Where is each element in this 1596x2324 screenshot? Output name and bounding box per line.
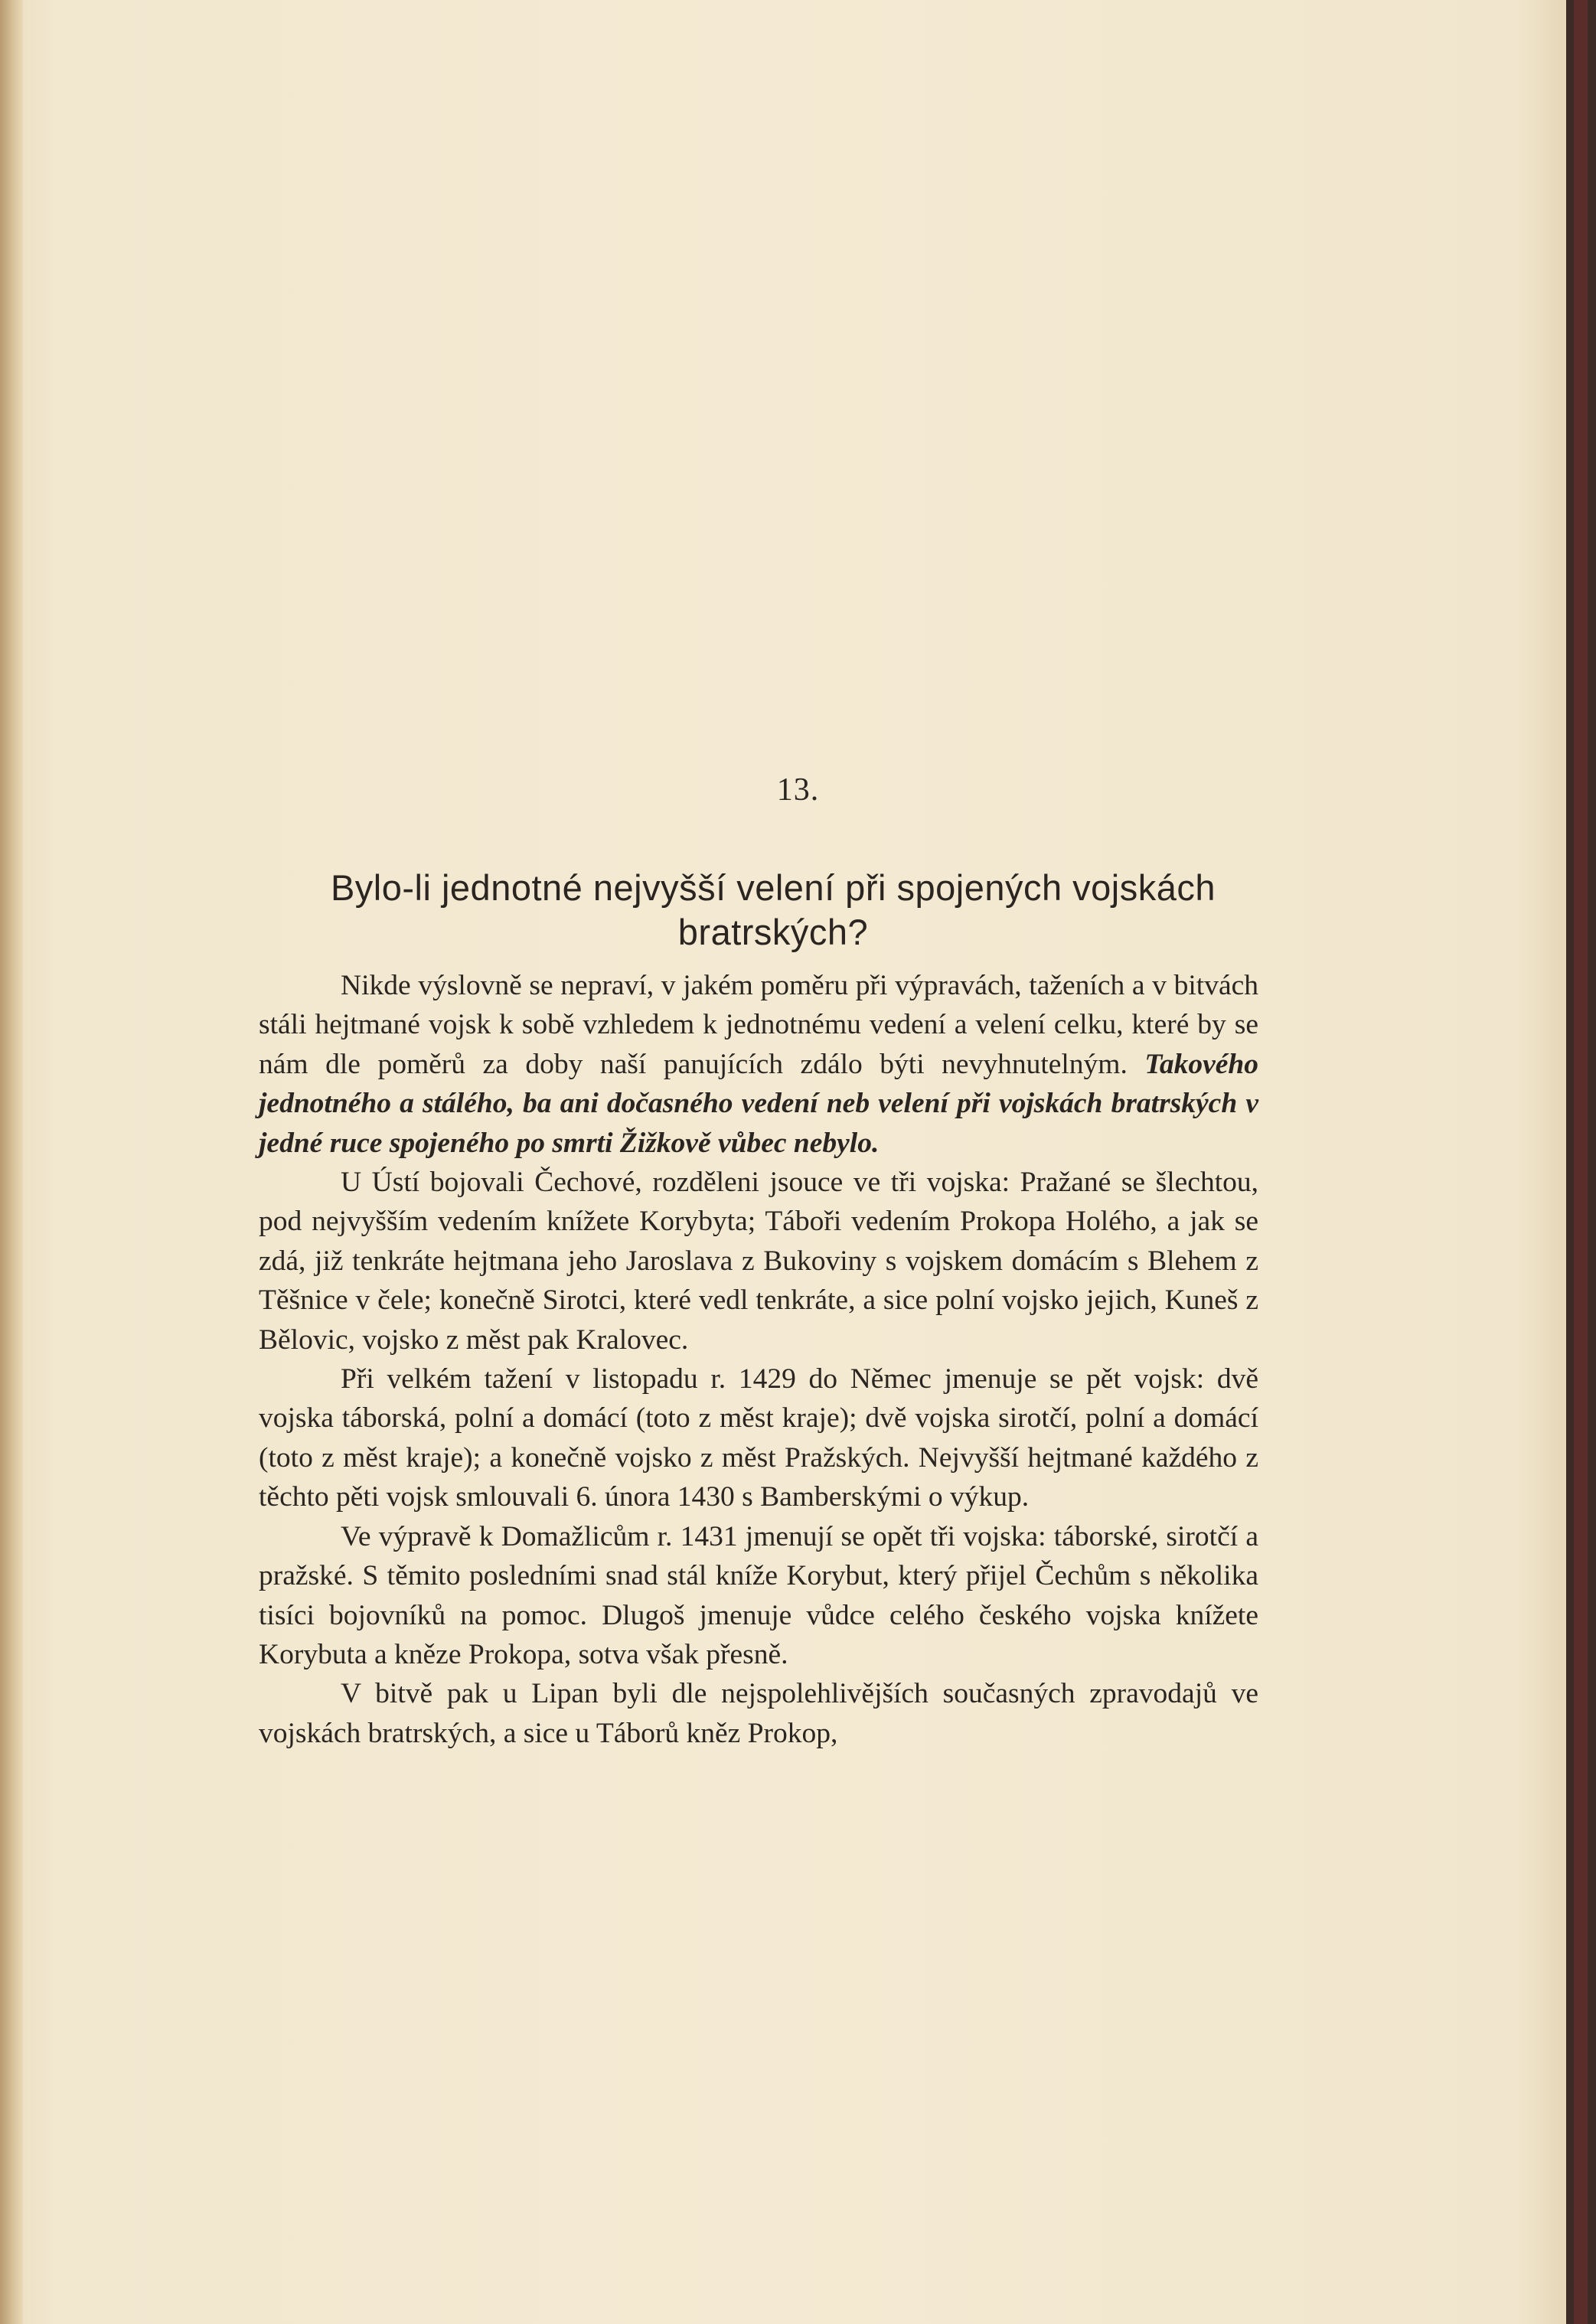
paragraph [259,1163,1258,1359]
paragraph-text: Při velkém tažení v listopadu r. 1429 do Němec jmenuje se pět vojsk: dvě vojska táborská, polní a domácí (toto z měst kraje); dvě vojska sirotčí, polní a domácí (toto z měst kraje); a konečně vojsko z měst Pražských. Nejvyšší hejtmané každého z těchto pěti vojsk smlouvali 6. února 1430 s Bamberskými o výkup. [259,1363,1258,1513]
paragraph-emphasis: Takového jednotného a stálého, ba ani dočasného vedení neb velení při vojskách bratrských v jedné ruce spojeného po smrti Žižkově vůbec nebylo. [259,1048,1259,1159]
paragraph-text: Ve výpravě k Domažlicům r. 1431 jmenují se opět tři vojska: táborské, sirotčí a pražské. S těmito posledními snad stál kníže Korybut, který přijel Čechům s několika tisíci bojovníků na pomoc. Dlugoš jmenuje vůdce celého českého vojska knížete Korybuta a kněze Prokopa, sotva však přesně. [259,1520,1258,1670]
paragraph [259,966,1258,1163]
section-title: Bylo-li jednotné nejvyšší velení při spojených vojskách bratrských? [330,867,1216,953]
paragraph [259,1359,1258,1517]
page-right-border-inner [1574,0,1588,2324]
paragraph-text: V bitvě pak u Lipan byli dle nejspolehlivějších současných zpravodajů ve vojskách bratrských, a sice u Táborů kněz Prokop, [259,1678,1258,1749]
body-text [259,966,1258,1753]
paragraph-text: U Ústí bojovali Čechové, rozděleni jsouce ve tři vojska: Pražané se šlechtou, pod nejvyšším vedením knížete Korybyta; Táboři vedením Prokopa Holého, a jak se zdá, již tenkráte hejtmana jeho Jaroslava z Bukoviny s vojskem domácím s Blehem z Těšnice v čele; konečně Sirotci, které vedl tenkráte, a sice polní vojsko jejich, Kuneš z Bělovic, vojsko z měst pak Kralovec. [259,1167,1258,1356]
section-number: 13. [776,772,820,808]
paragraph-text: Nikde výslovně se nepraví, v jakém poměru při výpravách, taženích a v bitvách stáli hejtmané vojsk k sobě vzhledem k jednotnému vedení a velení celku, které by se nám dle poměrů za doby naší panujících zdálo býti nevyhnutelným. [259,970,1258,1080]
paragraph [259,1674,1258,1753]
paragraph [259,1517,1258,1675]
page-left-edge [0,0,23,2324]
